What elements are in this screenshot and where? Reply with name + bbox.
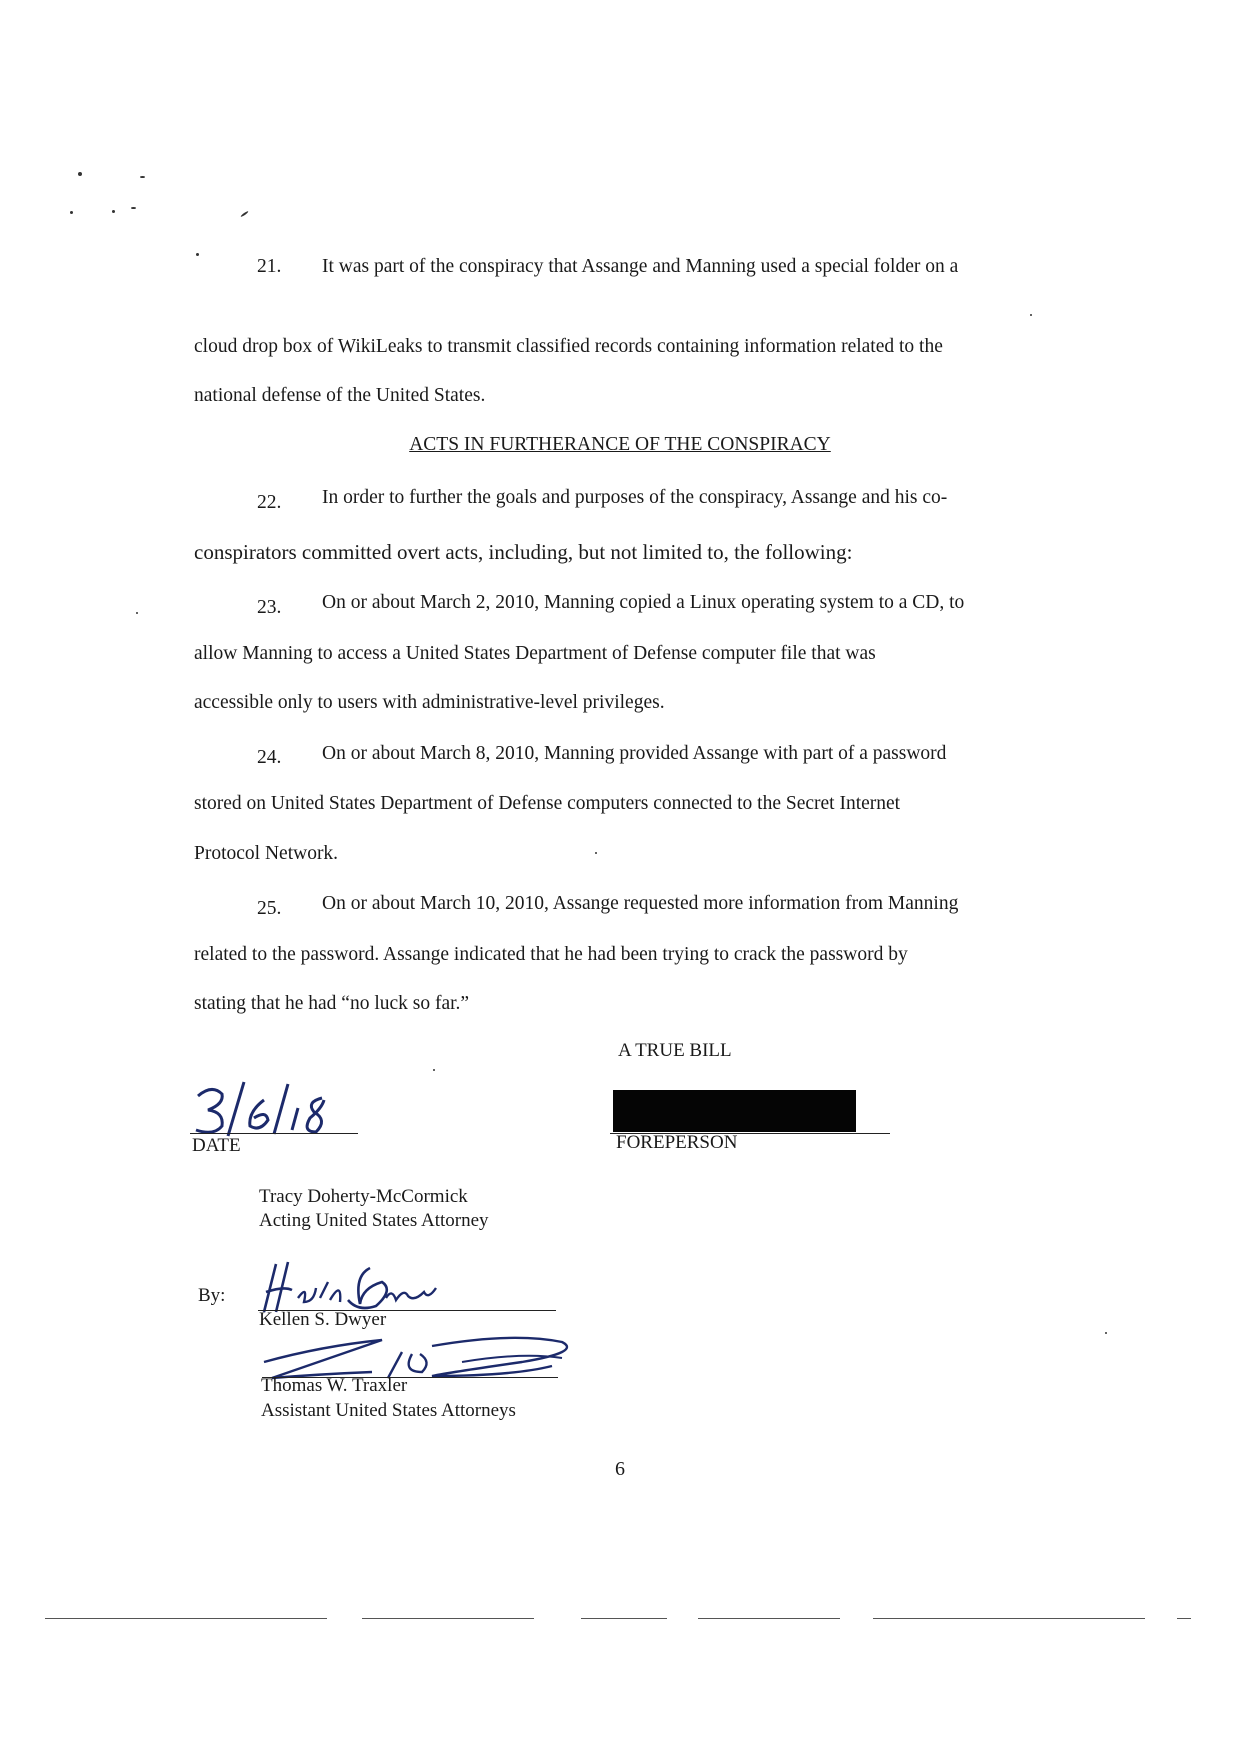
paragraph-number: 22. xyxy=(257,492,282,513)
paragraph-number: 23. xyxy=(257,597,282,618)
paragraph-line: It was part of the conspiracy that Assange and Manning used a special folder on a xyxy=(322,256,959,277)
paragraph-line: On or about March 8, 2010, Manning provided Assange with part of a password xyxy=(322,743,947,764)
paragraph-line: conspirators committed overt acts, including, but not limited to, the following: xyxy=(194,540,853,564)
true-bill-label: A TRUE BILL xyxy=(618,1040,732,1061)
paragraph-line: related to the password. Assange indicated that he had been trying to crack the password by xyxy=(194,944,908,965)
paragraph-number: 21. xyxy=(257,256,282,277)
scan-speck xyxy=(1030,314,1032,316)
scan-speck xyxy=(240,211,249,218)
footer-scan-rule xyxy=(1177,1618,1191,1619)
date-signature-line xyxy=(190,1133,358,1134)
paragraph-line: Protocol Network. xyxy=(194,843,339,864)
paragraph-line: cloud drop box of WikiLeaks to transmit classified records containing information related to the xyxy=(194,336,943,357)
scan-speck xyxy=(112,210,115,213)
by-label: By: xyxy=(198,1285,226,1306)
scan-speck xyxy=(1105,1332,1107,1334)
paragraph-line: On or about March 10, 2010, Assange requested more information from Manning xyxy=(322,893,959,914)
footer-scan-rule xyxy=(873,1618,1145,1619)
paragraph-line: allow Manning to access a United States Department of Defense computer file that was xyxy=(194,643,876,664)
footer-scan-rule xyxy=(581,1618,667,1619)
scan-speck xyxy=(136,612,138,614)
section-heading: ACTS IN FURTHERANCE OF THE CONSPIRACY xyxy=(409,434,831,455)
paragraph-line: stored on United States Department of Defense computers connected to the Secret Internet xyxy=(194,793,901,814)
signatory-name-traxler: Thomas W. Traxler xyxy=(261,1375,408,1396)
signatory-name-dwyer: Kellen S. Dwyer xyxy=(259,1309,387,1330)
footer-scan-rule xyxy=(698,1618,840,1619)
scan-speck xyxy=(595,852,597,854)
footer-scan-rule xyxy=(45,1618,327,1619)
foreperson-label: FOREPERSON xyxy=(616,1132,738,1153)
paragraph-number: 24. xyxy=(257,747,282,768)
foreperson-redaction xyxy=(613,1090,856,1132)
page-number: 6 xyxy=(615,1458,625,1480)
scan-speck xyxy=(140,176,145,178)
scan-speck xyxy=(78,172,82,176)
paragraph-line: accessible only to users with administrative-level privileges. xyxy=(194,692,665,713)
paragraph-line: stating that he had “no luck so far.” xyxy=(194,993,470,1014)
signatories-title: Assistant United States Attorneys xyxy=(261,1400,516,1421)
paragraph-number: 25. xyxy=(257,898,282,919)
scan-speck xyxy=(196,253,199,256)
us-attorney-name: Tracy Doherty-McCormick xyxy=(259,1186,468,1207)
paragraph-line: On or about March 2, 2010, Manning copied a Linux operating system to a CD, to xyxy=(322,592,965,613)
footer-scan-rule xyxy=(362,1618,534,1619)
date-label: DATE xyxy=(192,1135,241,1156)
paragraph-line: national defense of the United States. xyxy=(194,385,486,406)
scan-speck xyxy=(70,211,73,214)
scan-speck xyxy=(433,1069,435,1071)
us-attorney-title: Acting United States Attorney xyxy=(259,1210,489,1231)
scan-speck xyxy=(131,207,136,209)
paragraph-line: In order to further the goals and purposes of the conspiracy, Assange and his co- xyxy=(322,487,948,508)
